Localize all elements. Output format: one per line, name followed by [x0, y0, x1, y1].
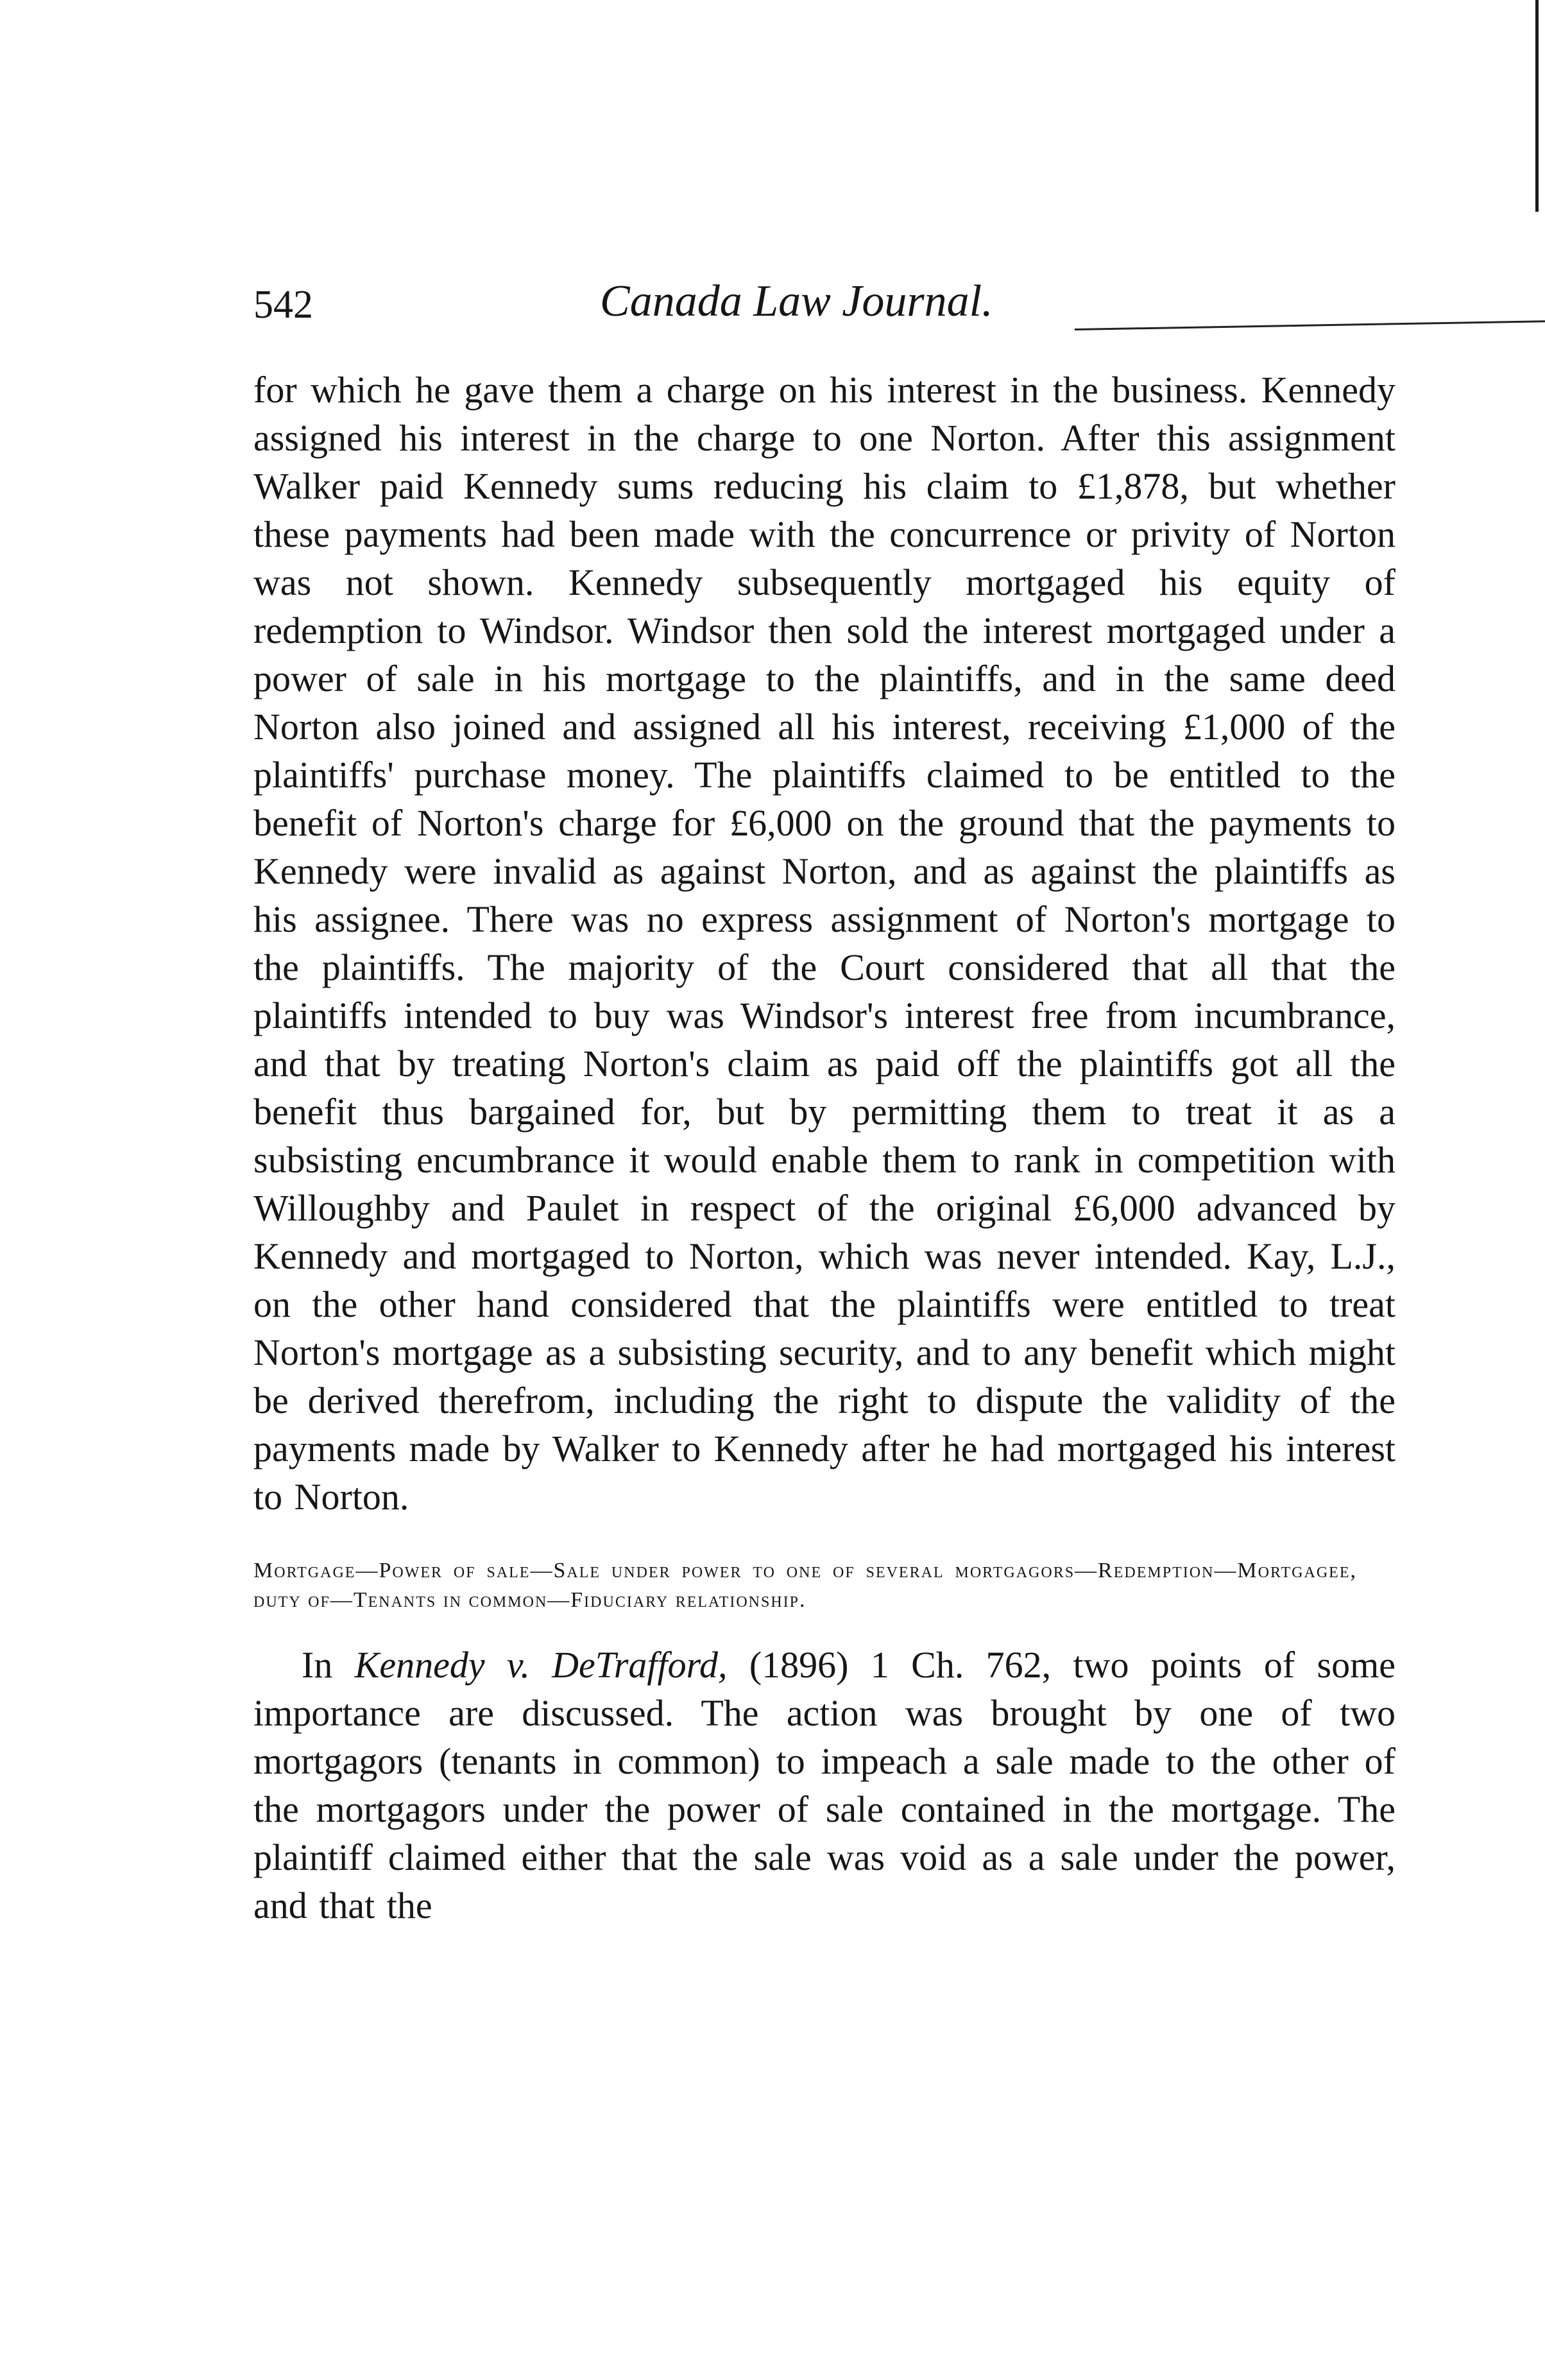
case-name: Kennedy v. DeTrafford,: [354, 1644, 728, 1686]
journal-title: Canada Law Journal.: [600, 277, 993, 326]
page-number: 542: [253, 283, 313, 327]
body-text: [253, 366, 1396, 1521]
header-rule: [1075, 319, 1545, 330]
document-page: [253, 270, 1396, 1967]
paragraph-kennedy-v-detrafford: [253, 1641, 1396, 1930]
page-edge-line: [1535, 0, 1539, 212]
paragraph-rest: (1896) 1 Ch. 762, two points of some importance are discussed. The action was brought by one of two mortgagors (tenants in common) to impeach a sale made to the other of the mortgagors under the power of sale contained in the mortgage. The plaintiff claimed either that the sale was void as a sale under the power, and that the: [253, 1644, 1396, 1926]
running-header: [253, 270, 1396, 340]
section-headnote: Mortgage—Power of sale—Sale under power to one of several mortgagors—Redemption—Mortgagee, duty of—Tenants in common—Fiduciary relationship.: [253, 1559, 1357, 1612]
paragraph-lead: In: [302, 1644, 355, 1686]
paragraph-continued: for which he gave them a charge on his interest in the business. Kennedy assigned his interest in the charge to one Norton. After this assignment Walker paid Kennedy sums reducing his claim to £1,878, but whether these payments had been made with the concurrence or privity of Norton was not shown. Kennedy subsequently mortgaged his equity of redemption to Windsor. Windsor then sold the interest mortgaged under a power of sale in his mortgage to the plaintiffs, and in the same deed Norton also joined and assigned all his interest, receiving £1,000 of the plaintiffs' purchase money. The plaintiffs claimed to be entitled to the benefit of Norton's charge for £6,000 on the ground that the payments to Kennedy were invalid as against Norton, and as against the plaintiffs as his assignee. There was no express assignment of Norton's mortgage to the plaintiffs. The majority of the Court considered that all that the plaintiffs intended to buy was Windsor's interest free from incumbrance, and that by treating Norton's claim as paid off the plaintiffs got all the benefit thus bargained for, but by permitting them to treat it as a subsisting encumbrance it would enable them to rank in competition with Willoughby and Paulet in respect of the original £6,000 advanced by Kennedy and mortgaged to Norton, which was never intended. Kay, L.J., on the other hand considered that the plaintiffs were entitled to treat Norton's mortgage as a subsisting security, and to any benefit which might be derived therefrom, including the right to dispute the validity of the payments made by Walker to Kennedy after he had mortgaged his interest to Norton.: [253, 369, 1396, 1518]
